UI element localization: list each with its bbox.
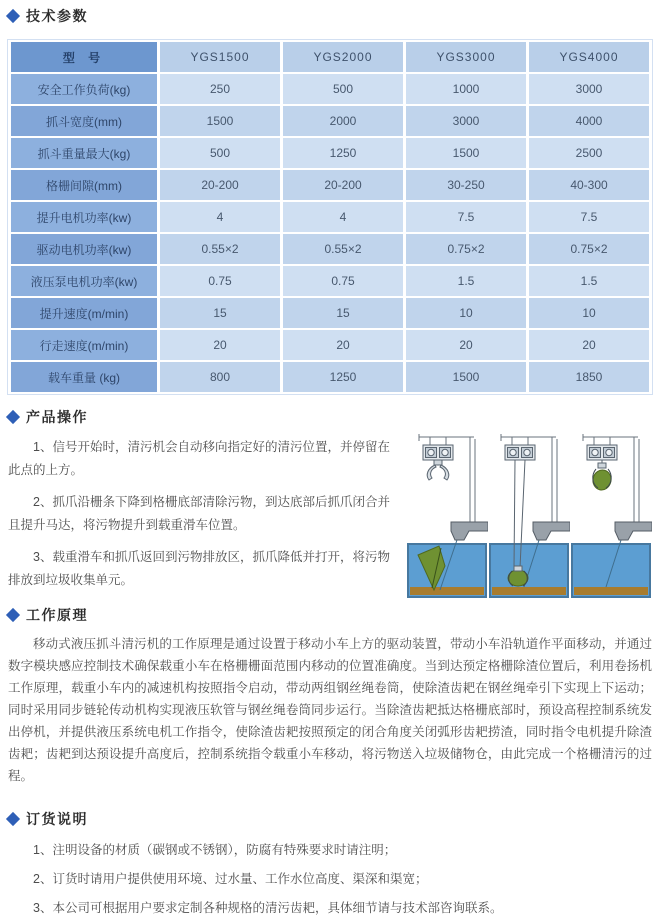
principle-paragraph: 移动式液压抓斗清污机的工作原理是通过设置于移动小车上方的驱动装置，带动小车沿轨道作平面移动，并通过数字模块感应控制技术确保载重小车在格栅栅面范围内移动的位置准确度。当到达预定格栅除渣位置后，利用卷扬机工作原理，载重小车内的减速机构按照指令启动，带动两组钢丝绳卷筒，使除渣齿耙在钢丝绳牵引下实现上下运动；同时采用同步链轮传动机构实现液压软管与钢丝绳卷筒同步运行。当除渣齿耙抵达格栅底部时，预设高程控制系统发出停机，并提供液压系统电机工作指令，使除渣齿耙按照预定的闭合角度关闭弧形齿耙捞渣，同时指令电机提升除渣齿耙；齿耙到达预设提升高度后，控制系统指令载重小车移动，将污物送入垃圾储物仓，由此完成一个格栅清污的过程。 [8,637,652,783]
spec-cell: 2500 [529,138,649,168]
spec-row-label: 行走速度(m/min) [11,330,157,360]
operation-text [8,427,402,592]
spec-cell: 7.5 [529,202,649,232]
ordering-section [8,809,652,916]
section-title: 技术参数 [26,8,88,24]
operation-step: 3、载重滑车和抓爪返回到污物排放区，抓爪降低并打开，将污物排放到垃圾收集单元。 [8,550,390,587]
diagram-grab-stage [488,427,570,599]
principle-header [8,605,652,625]
spec-cell: 500 [160,138,280,168]
operation-step: 1、信号开始时，清污机会自动移向指定好的清污位置，并停留在此点的上方。 [8,440,390,477]
table-row [11,234,649,264]
spec-cell: 1850 [529,362,649,392]
spec-cell: 1.5 [406,266,526,296]
spec-cell: 0.75 [160,266,280,296]
spec-cell: 800 [160,362,280,392]
spec-cell: 1500 [406,362,526,392]
section-title: 订货说明 [26,811,88,827]
spec-cell: 0.75×2 [529,234,649,264]
diagram-position-stage [406,427,488,599]
table-row [11,298,649,328]
tech-params-header [8,6,652,26]
spec-cell: 1000 [406,74,526,104]
diamond-bullet-icon [6,9,20,23]
table-row [11,202,649,232]
spec-cell: 0.75×2 [406,234,526,264]
spec-cell: 40-300 [529,170,649,200]
spec-cell: 0.55×2 [283,234,403,264]
spec-cell: 20-200 [283,170,403,200]
spec-cell: 250 [160,74,280,104]
spec-cell: 3000 [529,74,649,104]
spec-cell: 4000 [529,106,649,136]
spec-cell: 20 [160,330,280,360]
spec-cell: 20-200 [160,170,280,200]
spec-cell: 1.5 [529,266,649,296]
spec-cell: 1250 [283,138,403,168]
spec-cell: 0.55×2 [160,234,280,264]
table-row [11,266,649,296]
spec-cell: 4 [160,202,280,232]
operation-section [8,407,652,599]
table-row [11,138,649,168]
spec-row-label: 载车重量 (kg) [11,362,157,392]
spec-cell: 3000 [406,106,526,136]
operation-diagrams [402,427,652,599]
spec-cell: 30-250 [406,170,526,200]
table-row [11,330,649,360]
diagram-lift-stage [570,427,652,599]
ordering-item: 1、注明设备的材质（碳钢或不锈钢），防腐有特殊要求时请注明； [33,843,397,857]
spec-row-label: 液压泵电机功率(kw) [11,266,157,296]
table-row [11,170,649,200]
spec-row-label: 驱动电机功率(kw) [11,234,157,264]
spec-cell: 4 [283,202,403,232]
spec-table [8,40,652,394]
spec-row-label: 抓斗重量最大(kg) [11,138,157,168]
ordering-header [8,809,652,829]
spec-cell: 10 [406,298,526,328]
table-row [11,362,649,392]
model-header-cell: YGS2000 [283,42,403,72]
spec-cell: 20 [529,330,649,360]
spec-row-label: 抓斗宽度(mm) [11,106,157,136]
spec-cell: 2000 [283,106,403,136]
table-row [11,74,649,104]
spec-cell: 20 [283,330,403,360]
section-title: 工作原理 [26,607,88,623]
operation-header [8,407,652,427]
operation-step: 2、抓爪沿栅条下降到格栅底部清除污物，到达底部后抓爪闭合并且提升马达，将污物提升到载重滑车位置。 [8,495,390,532]
table-row [11,106,649,136]
model-header-cell: YGS4000 [529,42,649,72]
spec-cell: 20 [406,330,526,360]
model-header-cell: YGS1500 [160,42,280,72]
spec-row-label: 安全工作负荷(kg) [11,74,157,104]
spec-row-label: 提升速度(m/min) [11,298,157,328]
spec-cell: 500 [283,74,403,104]
model-corner-cell: 型 号 [11,42,157,72]
spec-cell: 7.5 [406,202,526,232]
spec-cell: 10 [529,298,649,328]
diamond-bullet-icon [6,608,20,622]
ordering-item: 2、订货时请用户提供使用环境、过水量、工作水位高度、渠深和渠宽； [33,872,428,886]
ordering-item: 3、本公司可根据用户要求定制各种规格的清污齿耙，具体细节请与技术部咨询联系。 [33,901,503,915]
spec-cell: 1250 [283,362,403,392]
spec-cell: 15 [283,298,403,328]
spec-row-label: 格栅间隙(mm) [11,170,157,200]
model-header-cell: YGS3000 [406,42,526,72]
principle-section [8,605,652,787]
table-header-row [11,42,649,72]
diamond-bullet-icon [6,812,20,826]
spec-cell: 1500 [160,106,280,136]
spec-row-label: 提升电机功率(kw) [11,202,157,232]
spec-cell: 15 [160,298,280,328]
spec-cell: 1500 [406,138,526,168]
diamond-bullet-icon [6,410,20,424]
spec-cell: 0.75 [283,266,403,296]
section-title: 产品操作 [26,409,88,425]
